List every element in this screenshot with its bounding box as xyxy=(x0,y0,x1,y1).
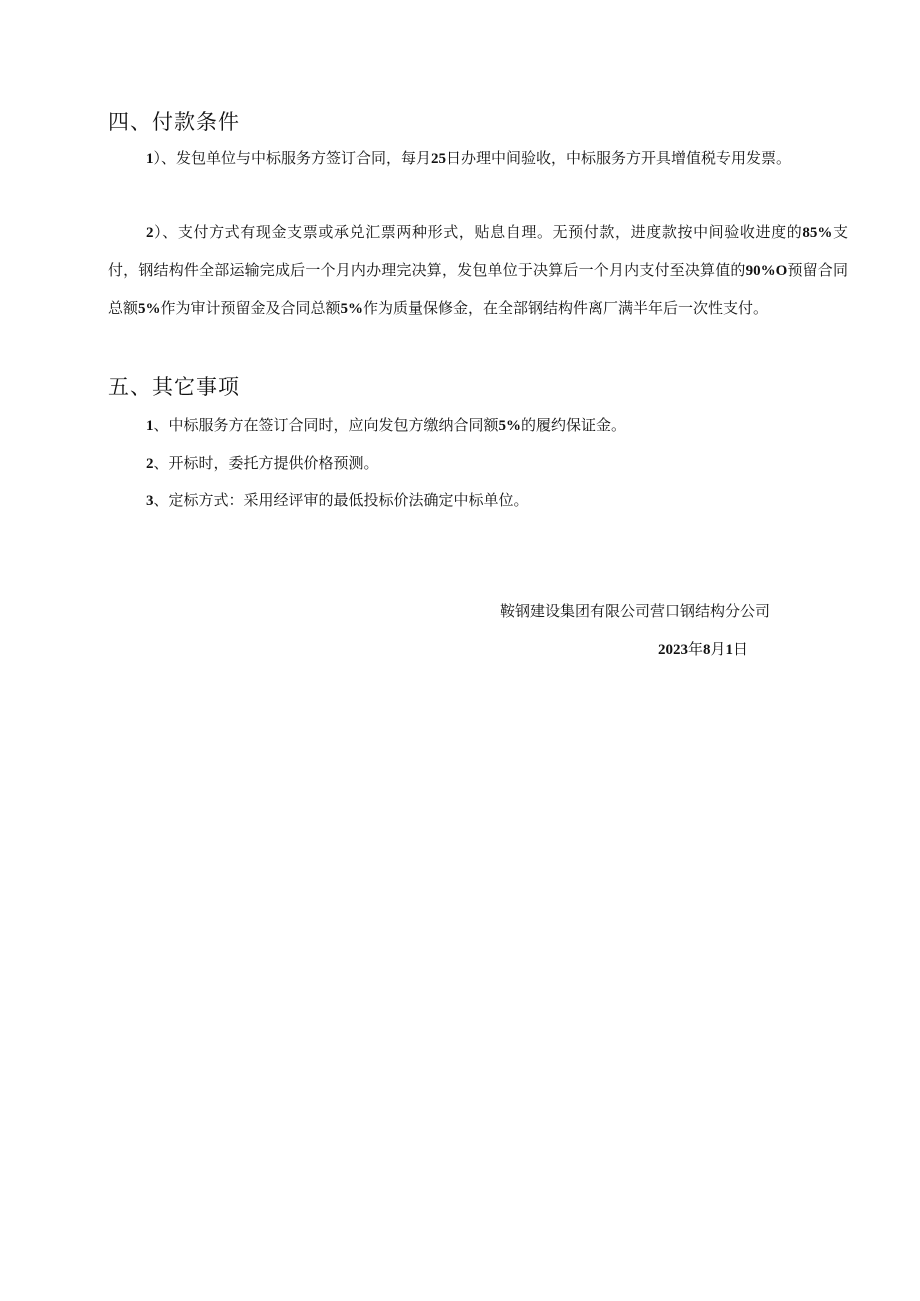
item-text: 支付，钢结构件全部运输完成后一个月内办理完决算，发包单位于决算后一个月内支付至决算值的 xyxy=(108,223,848,279)
item-text: 、定标方式：采用经评审的最低投标价法确定中标单位。 xyxy=(153,491,529,509)
signature-company: 鞍钢建设集团有限公司营口钢结构分公司 xyxy=(500,602,771,620)
item-value: 5% xyxy=(340,301,364,317)
item-text: 作为审计预留金及合同总额 xyxy=(160,299,341,317)
date-day-unit: 日 xyxy=(733,640,749,658)
item-text: 、中标服务方在签订合同时，应向发包方缴纳合同额 xyxy=(153,416,499,434)
signature-date xyxy=(658,639,748,660)
date-month: 8 xyxy=(703,642,711,658)
item-text: 作为质量保修金，在全部钢结构件离厂满半年后一次性支付。 xyxy=(363,299,769,317)
section-4-item-1 xyxy=(108,140,848,178)
item-value: 85% xyxy=(802,225,833,241)
date-year: 2023 xyxy=(658,642,688,658)
section-4-item-2 xyxy=(108,214,848,328)
item-value: 25 xyxy=(431,151,447,167)
section-5-item-1 xyxy=(146,415,626,436)
item-number: 2 xyxy=(146,456,154,472)
item-value: 5% xyxy=(138,301,161,317)
date-month-unit: 月 xyxy=(710,640,726,658)
item-text: ）、发包单位与中标服务方签订合同，每月 xyxy=(153,149,432,167)
item-value: 5% xyxy=(498,418,522,434)
date-day: 1 xyxy=(725,642,734,658)
section-5-item-3 xyxy=(146,490,529,511)
item-text: 的履约保证金。 xyxy=(521,416,627,434)
item-number: 1 xyxy=(146,151,154,167)
item-number: 3 xyxy=(146,493,154,509)
section-4-heading: 四、付款条件 xyxy=(108,110,240,134)
item-text: 日办理中间验收，中标服务方开具增值税专用发票。 xyxy=(446,149,792,167)
item-value: 90%O xyxy=(745,263,788,279)
item-number: 2 xyxy=(146,225,154,241)
section-5-item-2 xyxy=(146,453,379,474)
item-text: 预留合同总额 xyxy=(108,261,848,317)
section-5-heading: 五、其它事项 xyxy=(108,375,240,399)
item-number: 1 xyxy=(146,418,154,434)
item-text: 、开标时，委托方提供价格预测。 xyxy=(153,454,379,472)
date-year-unit: 年 xyxy=(688,640,704,658)
item-text: ）、支付方式有现金支票或承兑汇票两种形式，贴息自理。无预付款，进度款按中间验收进度的 xyxy=(153,223,803,241)
